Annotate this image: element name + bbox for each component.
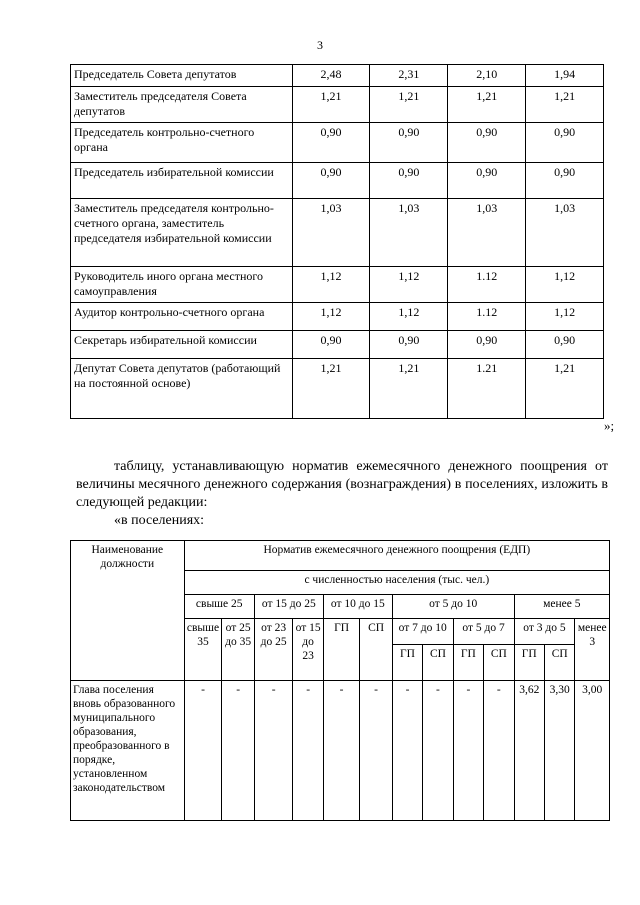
cell-value: 3,30 <box>544 681 574 821</box>
table-row <box>71 199 604 267</box>
cell-value: - <box>392 681 422 821</box>
table-row <box>71 123 604 163</box>
coefficient-value: 2,31 <box>370 65 448 87</box>
leaf-header: СП <box>484 645 514 681</box>
position-name: Аудитор контрольно-счетного органа <box>71 303 293 331</box>
position-name: Руководитель иного органа местного самоуправления <box>71 267 293 303</box>
header-population: с численностью населения (тыс. чел.) <box>184 571 609 595</box>
coefficient-value: 1,03 <box>526 199 604 267</box>
coefficient-value: 2,48 <box>292 65 370 87</box>
coefficient-value: 0,90 <box>370 163 448 199</box>
subheader: от 5 до 7 <box>453 619 514 645</box>
group-header: от 15 до 25 <box>254 595 323 619</box>
position-name: Заместитель председателя контрольно-счетного органа, заместитель председателя избирательной комиссии <box>71 199 293 267</box>
coefficient-value: 1,12 <box>292 267 370 303</box>
cell-value: - <box>222 681 254 821</box>
table-row <box>71 359 604 419</box>
group-header: от 10 до 15 <box>323 595 392 619</box>
coefficient-value: 1,21 <box>526 87 604 123</box>
coefficient-value: 0,90 <box>292 163 370 199</box>
coefficient-value: 1,21 <box>526 359 604 419</box>
cell-value: - <box>184 681 222 821</box>
table-row <box>71 65 604 87</box>
cell-value: - <box>360 681 392 821</box>
subheader: от 25 до 35 <box>222 619 254 681</box>
cell-value: - <box>453 681 483 821</box>
coefficient-value: 0,90 <box>292 123 370 163</box>
subheader: от 3 до 5 <box>514 619 575 645</box>
table-row <box>71 163 604 199</box>
coefficient-value: 0,90 <box>448 331 526 359</box>
group-header: свыше 25 <box>184 595 254 619</box>
cell-value: 3,00 <box>575 681 610 821</box>
coefficient-value: 1,21 <box>292 359 370 419</box>
coefficient-value: 0,90 <box>526 123 604 163</box>
bonus-norm-table <box>70 540 610 821</box>
paragraph-settlements: «в поселениях: <box>114 513 205 528</box>
coefficient-value: 1,21 <box>292 87 370 123</box>
coefficient-value: 1.21 <box>448 359 526 419</box>
leaf-header: ГП <box>514 645 544 681</box>
header-position: Наименование должности <box>71 541 185 681</box>
coefficient-value: 0,90 <box>448 123 526 163</box>
cell-value: - <box>293 681 323 821</box>
cell-value: - <box>254 681 293 821</box>
subheader: СП <box>360 619 392 681</box>
position-name: Секретарь избирательной комиссии <box>71 331 293 359</box>
page-number: 3 <box>317 38 323 52</box>
group-header: от 5 до 10 <box>392 595 514 619</box>
subheader: от 7 до 10 <box>392 619 453 645</box>
table-row <box>71 267 604 303</box>
header-norm: Норматив ежемесячного денежного поощрения (ЕДП) <box>184 541 609 571</box>
position-name: Председатель избирательной комиссии <box>71 163 293 199</box>
coefficients-table <box>70 64 604 419</box>
group-header: менее 5 <box>514 595 609 619</box>
subheader: свыше 35 <box>184 619 222 681</box>
coefficient-value: 0,90 <box>526 163 604 199</box>
coefficient-value: 1,12 <box>526 303 604 331</box>
position-name: Председатель Совета депутатов <box>71 65 293 87</box>
cell-value: - <box>423 681 453 821</box>
coefficient-value: 1.12 <box>448 303 526 331</box>
coefficient-value: 0,90 <box>292 331 370 359</box>
table-row <box>71 87 604 123</box>
subheader: от 15 до 23 <box>293 619 323 681</box>
subheader: от 23 до 25 <box>254 619 293 681</box>
subheader: менее 3 <box>575 619 610 681</box>
table-row <box>71 303 604 331</box>
coefficient-value: 1,12 <box>526 267 604 303</box>
coefficient-value: 1,94 <box>526 65 604 87</box>
coefficient-value: 1,03 <box>448 199 526 267</box>
position-name: Заместитель председателя Совета депутатов <box>71 87 293 123</box>
paragraph-intro: таблицу, устанавливающую норматив ежемесячного денежного поощрения от величины месячного денежного содержания (вознаграждения) в поселениях, изложить в следующей редакции: <box>76 459 608 510</box>
coefficient-value: 0,90 <box>370 331 448 359</box>
coefficient-value: 1,03 <box>370 199 448 267</box>
coefficient-value: 1.12 <box>448 267 526 303</box>
coefficient-value: 2,10 <box>448 65 526 87</box>
leaf-header: СП <box>423 645 453 681</box>
position-name: Председатель контрольно-счетного органа <box>71 123 293 163</box>
cell-value: - <box>484 681 514 821</box>
leaf-header: ГП <box>453 645 483 681</box>
cell-value: 3,62 <box>514 681 544 821</box>
coefficient-value: 1,21 <box>370 359 448 419</box>
coefficient-value: 1,03 <box>292 199 370 267</box>
position-name: Депутат Совета депутатов (работающий на постоянной основе) <box>71 359 293 419</box>
cell-value: - <box>323 681 360 821</box>
coefficient-value: 1,21 <box>448 87 526 123</box>
table-row <box>71 331 604 359</box>
coefficient-value: 0,90 <box>448 163 526 199</box>
coefficient-value: 0,90 <box>526 331 604 359</box>
coefficient-value: 1,12 <box>370 267 448 303</box>
subheader: ГП <box>323 619 360 681</box>
coefficient-value: 1,12 <box>292 303 370 331</box>
leaf-header: СП <box>544 645 574 681</box>
coefficient-value: 1,21 <box>370 87 448 123</box>
coefficient-value: 0,90 <box>370 123 448 163</box>
table-closing-mark: »; <box>604 418 615 433</box>
row-position: Глава поселения вновь образованного муниципального образования, преобразованного в порядке, установленном законодательством <box>71 681 185 821</box>
coefficient-value: 1,12 <box>370 303 448 331</box>
leaf-header: ГП <box>392 645 422 681</box>
